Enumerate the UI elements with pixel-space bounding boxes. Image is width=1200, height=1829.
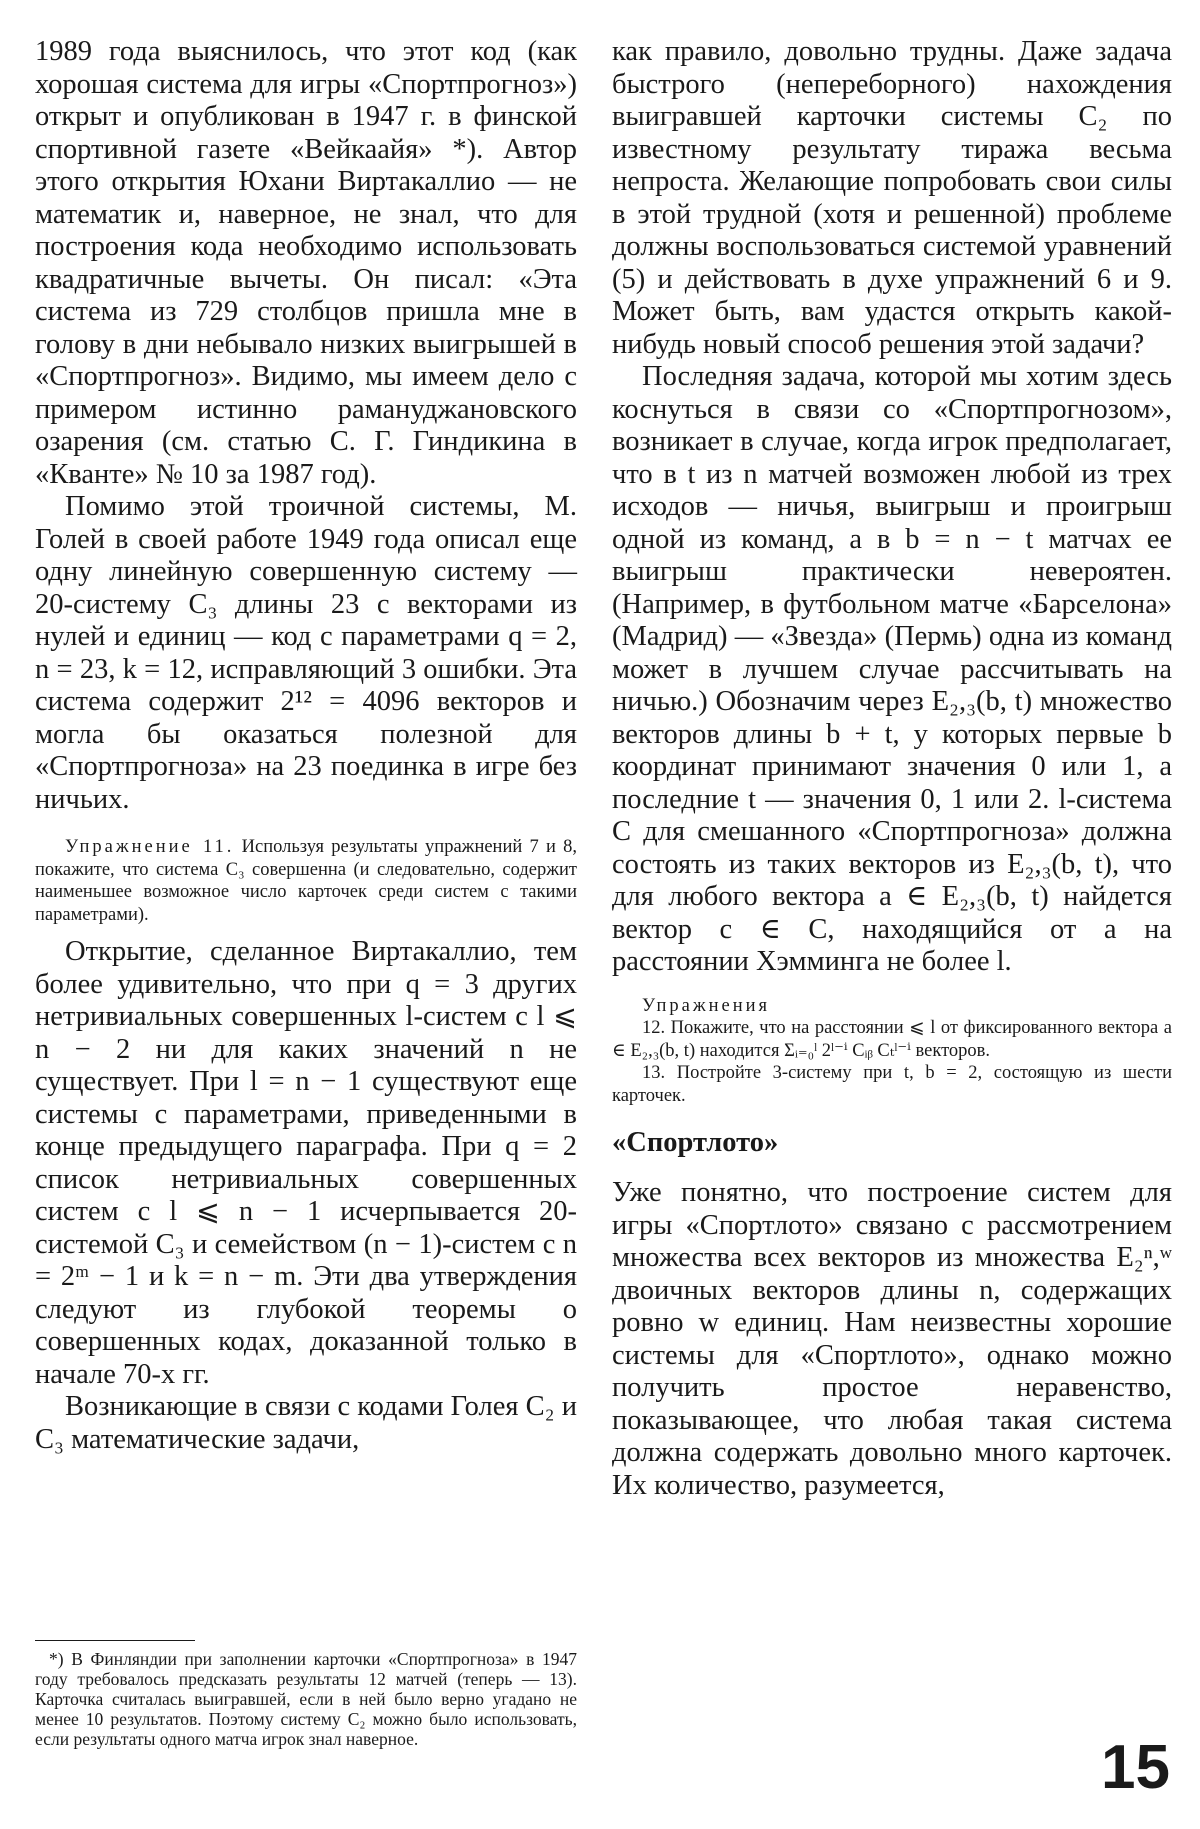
- section-title-sportloto: «Спортлото»: [612, 1127, 779, 1158]
- exercises-heading: [612, 995, 1172, 1018]
- left-paragraph-3: Открытие, сделанное Виртакаллио, тем более удивительно, что при q = 3 других нетривиальных совершенных l-систем с l ⩽ n − 2 ни для каких значений n не существует. При l = n − 1 существуют еще системы с параметрами, приведенными в конце предыдущего параграфа. При q = 2 список нетривиальных совершенных систем с l ⩽ n − 1 исчерпывается 20-системой C₃ и семейством (n − 1)-систем с n = 2ᵐ − 1 и k = n − m. Эти два утверждения следуют из глубокой теоремы о совершенных кодах, доказанной только в начале 70-х гг.: [35, 936, 577, 1390]
- exercise-13: 13. Постройте 3-систему при t, b = 2, состоящую из шести карточек.: [612, 1063, 1172, 1106]
- right-paragraph-2: Последняя задача, которой мы хотим здесь коснуться в связи со «Спортпрогнозом», возникает в случае, когда игрок предполагает, что в t из n матчей возможен любой из трех исходов — ничья, выигрыш и проигрыш одной из команд, а в b = n − t матчах ее выигрыш практически невероятен. (Например, в футбольном матче «Барселона» (Мадрид) — «Звезда» (Пермь) одна из команд может в лучшем случае рассчитывать на ничью.) Обозначим через E₂,₃(b, t) множество векторов длины b + t, у которых первые b координат принимают значения 0 или 1, а последние t — значения 0, 1 или 2. l-система C для смешанного «Спортпрогноза» должна состоять из таких векторов из E₂,₃(b, t), что для любого вектора a ∈ E₂,₃(b, t) найдется вектор c ∈ C, находящийся от a на расстоянии Хэмминга не более l.: [612, 361, 1172, 977]
- right-paragraph-1: как правило, довольно трудны. Даже задача быстрого (непереборного) нахождения выигравшей карточки системы C₂ по известному результату тиража весьма непроста. Желающие попробовать свои силы в этой трудной (хотя и решенной) проблеме должны воспользоваться системой уравнений (5) и действовать в духе упражнений 6 и 9. Может быть, вам удастся открыть какой-нибудь новый способ решения этой задачи?: [612, 36, 1172, 360]
- exercise-11-label: Упражнение 11.: [65, 837, 235, 857]
- right-paragraph-3: Уже понятно, что построение систем для игры «Спортлото» связано с рассмотрением множества всех векторов из множества E₂ⁿ,ʷ двоичных векторов длины n, содержащих ровно w единиц. Нам неизвестны хорошие системы для «Спортлото», однако можно получить простое неравенство, показывающее, что любая такая система должна содержать довольно много карточек. Их количество, разумеется,: [612, 1177, 1172, 1501]
- footnote-block: [35, 1640, 577, 1749]
- page-number: 15: [1101, 1733, 1170, 1802]
- exercise-11-text: Используя результаты упражнений 7 и 8, покажите, что система C₃ совершенна (и следовательно, содержит наименьшее возможное число карточек среди систем с такими параметрами).: [35, 837, 577, 925]
- footnote: *) В Финляндии при заполнении карточки «Спортпрогноза» в 1947 году требовалось предсказать результаты 12 матчей (теперь — 13). Карточка считалась выигравшей, если в ней было верно угадано не менее 10 результатов. Поэтому систему C₂ можно было использовать, если результаты одного матча игрок знал наверное.: [35, 1649, 577, 1749]
- footnote-rule: [35, 1640, 195, 1641]
- exercise-11: [35, 836, 577, 926]
- right-column: [612, 36, 1172, 1502]
- left-paragraph-2: Помимо этой троичной системы, М. Голей в своей работе 1949 года описал еще одну линейную совершенную систему — 20-систему C₃ длины 23 с векторами из нулей и единиц — код с параметрами q = 2, n = 23, k = 12, исправляющий 3 ошибки. Эта система содержит 2¹² = 4096 векторов и могла бы оказаться полезной для «Спортпрогноза» на 23 поединка в игре без ничьих.: [35, 491, 577, 815]
- left-paragraph-1: 1989 года выяснилось, что этот код (как хорошая система для игры «Спортпрогноз») открыт и опубликован в 1947 г. в финской спортивной газете «Вейкаайя» *). Автор этого открытия Юхани Виртакаллио — не математик и, наверное, не знал, что для построения кода необходимо использовать квадратичные вычеты. Он писал: «Эта система из 729 столбцов пришла мне в голову в дни небывало низких выигрышей в «Спортпрогноз». Видимо, мы имеем дело с примером истинно рамануджановского озарения (см. статью С. Г. Гиндикина в «Кванте» № 10 за 1987 год).: [35, 36, 577, 490]
- left-column: [35, 36, 577, 1456]
- exercise-12: 12. Покажите, что на расстоянии ⩽ l от фиксированного вектора a ∈ E₂,₃(b, t) находится Σᵢ₌₀ˡ 2ˡ⁻ⁱ Cᵢᵦ Cₜˡ⁻ⁱ векторов.: [612, 1018, 1172, 1061]
- left-paragraph-4: Возникающие в связи с кодами Голея C₂ и C₃ математические задачи,: [35, 1391, 577, 1455]
- exercises-heading-text: Упражнения: [642, 995, 771, 1016]
